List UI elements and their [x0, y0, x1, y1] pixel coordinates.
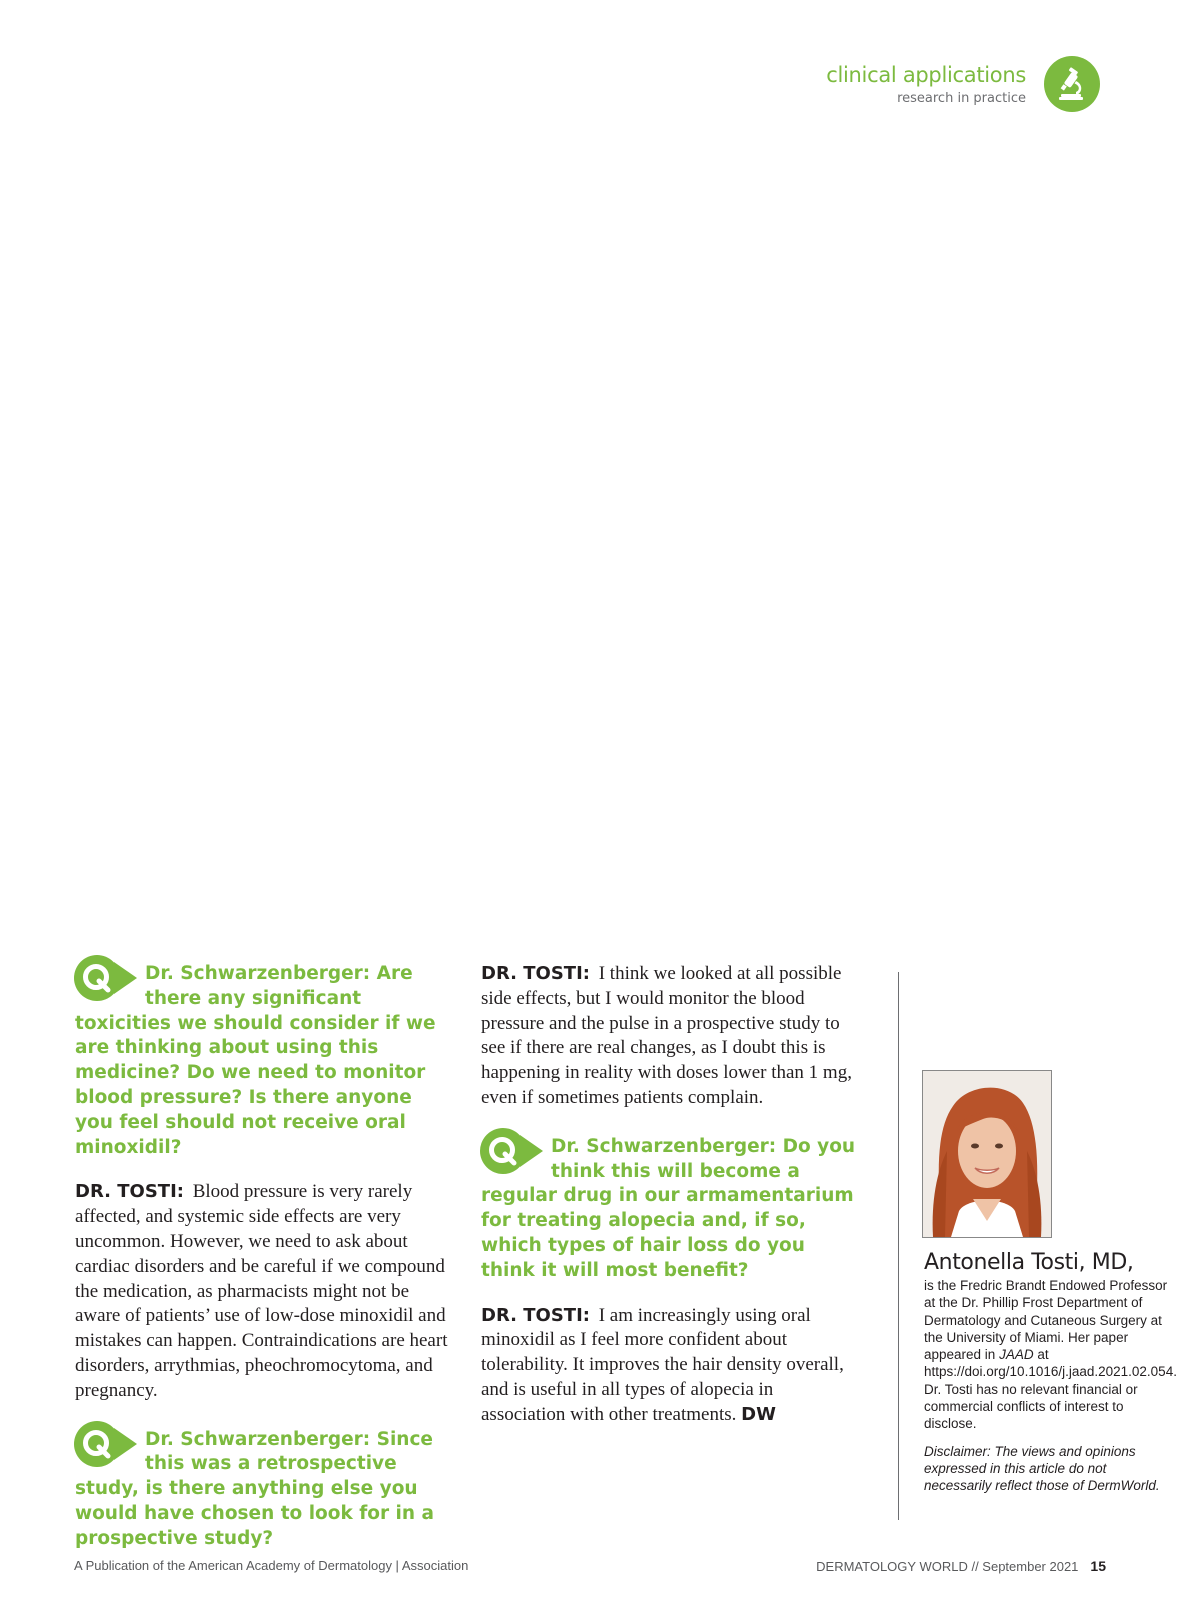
- question-2-text: Since this was a retrospective study, is there anything else you would have chosen to look for in a prospective study?: [75, 1428, 434, 1549]
- answer-3: [481, 1304, 857, 1428]
- column-divider: [898, 972, 899, 1520]
- author-photo: [922, 1070, 1052, 1238]
- question-2-speaker: Dr. Schwarzenberger:: [145, 1428, 371, 1450]
- question-block-3: [481, 1135, 857, 1284]
- footer-magazine: [816, 1558, 1106, 1574]
- author-description-text: is the Fredric Brandt Endowed Professor at the Dr. Phillip Frost Department of Dermatology and Cutaneous Surgery at the University of Miami. Her paper appeared in: [924, 1278, 1168, 1363]
- question-bubble-icon: [480, 1127, 544, 1177]
- column-left: [75, 962, 451, 1572]
- question-1-speaker: Dr. Schwarzenberger:: [145, 963, 371, 984]
- answer-2-speaker: DR. TOSTI:: [481, 963, 590, 984]
- column-middle: [481, 962, 857, 1452]
- answer-2-text: I think we looked at all possible side effects, but I would monitor the blood pressure and the pulse in a prospective study to see if there are real changes, as I doubt this is happening in reality with doses lower than 1 mg, even if sometimes patients complain.: [481, 963, 852, 1108]
- microscope-icon: [1044, 56, 1100, 112]
- question-3-text: Do you think this will become a regular drug in our armamentarium for treating alopecia and, if so, which types of hair loss do you think it will most benefit?: [481, 1135, 856, 1281]
- answer-2: [481, 962, 857, 1111]
- journal-name: JAAD: [999, 1347, 1034, 1363]
- author-description-text-cont: at https://doi.org/10.1016/j.jaad.2021.02.054. Dr. Tosti has no relevant financial or commercial conflicts of interest to disclose.: [924, 1347, 1177, 1432]
- answer-1-text: Blood pressure is very rarely affected, and systemic side effects are very uncommon. However, we need to ask about cardiac disorders and be careful if we compound the medication, as pharmacists might not be aware of patients’ use of low-dose minoxidil and mistakes can happen. Contraindications are heart disorders, arrythmias, pheochromocytoma, and pregnancy.: [75, 1181, 448, 1401]
- footer-magazine-issue: DERMATOLOGY WORLD // September 2021: [816, 1559, 1079, 1574]
- author-bio: [924, 1250, 1177, 1495]
- author-name: Antonella Tosti, MD,: [924, 1250, 1134, 1275]
- question-3-speaker: Dr. Schwarzenberger:: [551, 1135, 777, 1157]
- question-bubble-icon: [74, 1420, 138, 1470]
- question-bubble-icon: [74, 954, 138, 1004]
- answer-1: [75, 1180, 451, 1403]
- disclaimer: Disclaimer: The views and opinions expressed in this article do not necessarily reflect those of DermWorld.: [924, 1443, 1160, 1494]
- answer-3-text: I am increasingly using oral minoxidil as I feel more confident about tolerability. It improves the hair density overall, and is useful in all types of alopecia in association with other treatments.: [481, 1304, 844, 1425]
- question-block-2: [75, 1428, 451, 1552]
- section-header-text: [826, 63, 1026, 106]
- question-block-1: [75, 962, 451, 1160]
- end-mark: DW: [741, 1403, 776, 1425]
- question-1-text: Are there any significant toxicities we should consider if we are thinking about using this medicine? Do we need to monitor blood pressure? Is there anyone you feel should not receive oral minoxidil?: [75, 963, 436, 1158]
- section-header: [826, 56, 1100, 112]
- answer-1-speaker: DR. TOSTI:: [75, 1181, 184, 1203]
- answer-3-speaker: DR. TOSTI:: [481, 1304, 590, 1326]
- page-number: 15: [1090, 1558, 1106, 1574]
- footer-publisher: A Publication of the American Academy of Dermatology | Association: [74, 1558, 469, 1573]
- section-subtitle: research in practice: [897, 90, 1026, 106]
- author-description: [924, 1277, 1177, 1433]
- section-title: clinical applications: [826, 62, 1026, 87]
